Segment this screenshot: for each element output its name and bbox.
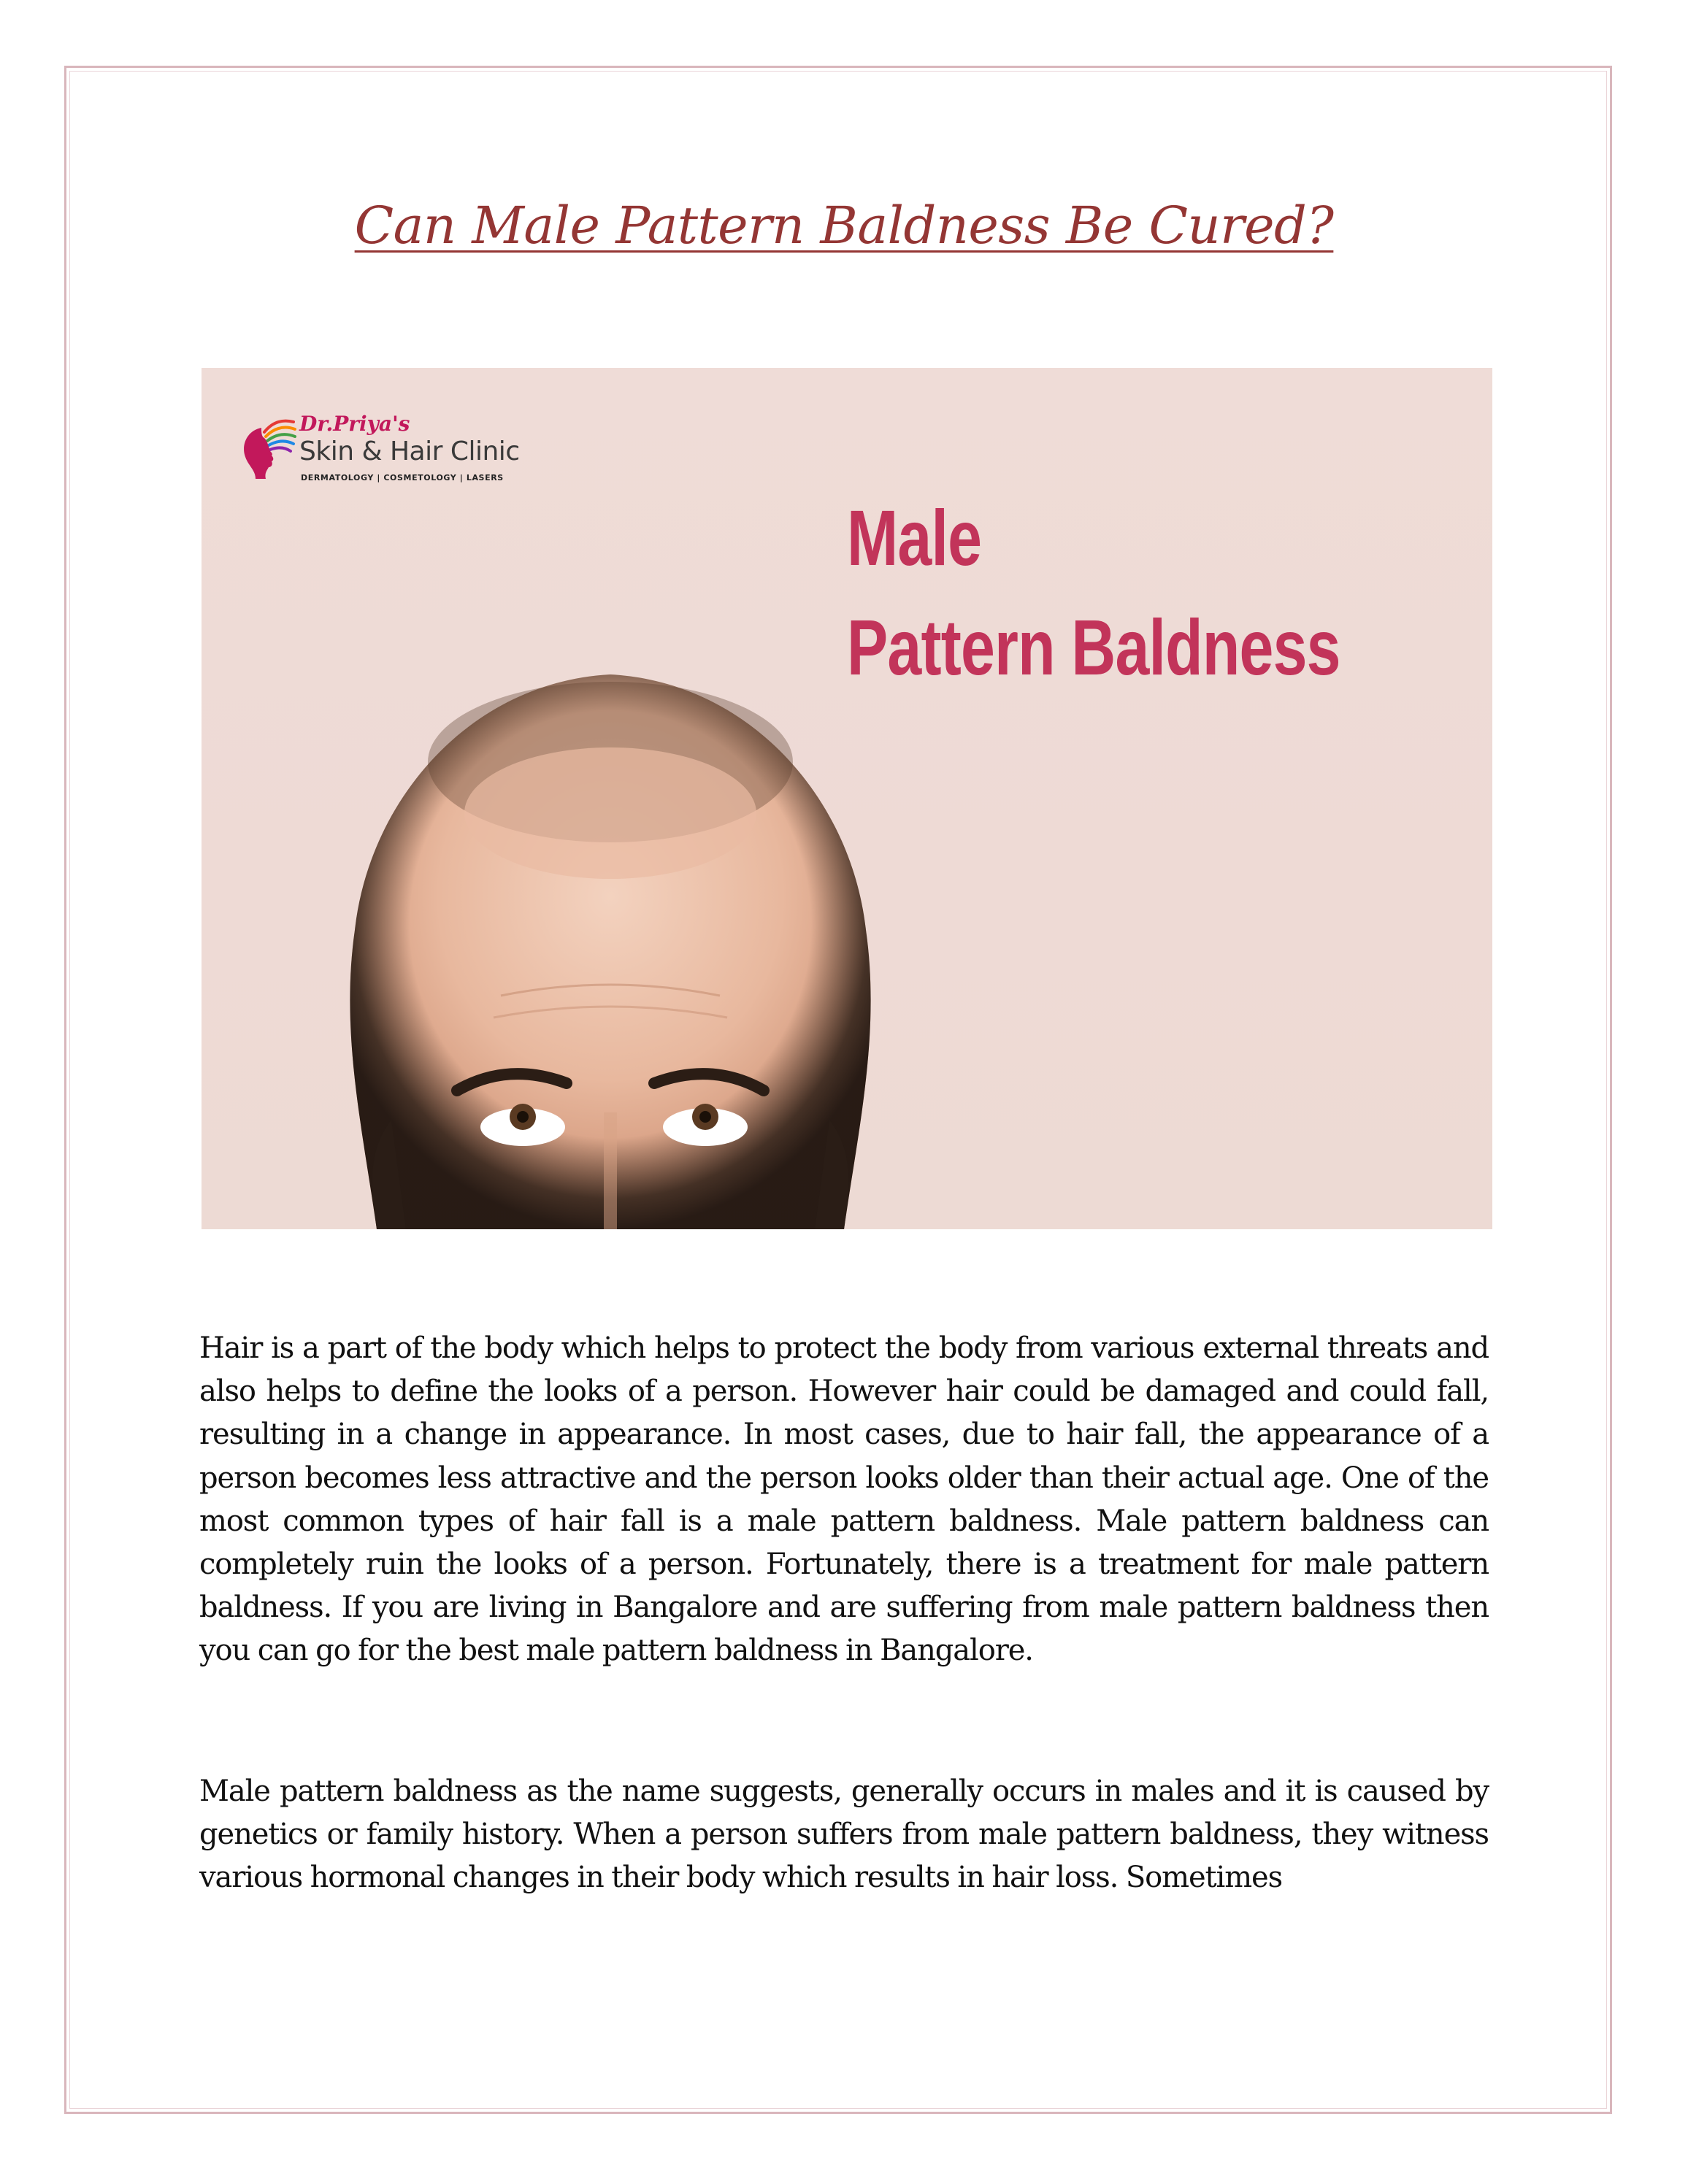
logo-tagline: DERMATOLOGY | COSMETOLOGY | LASERS bbox=[301, 473, 504, 482]
banner-heading bbox=[847, 483, 1340, 702]
banner-image bbox=[202, 368, 1492, 1229]
article-body bbox=[199, 1327, 1489, 1899]
clinic-logo bbox=[239, 410, 546, 491]
article-paragraph-2: Male pattern baldness as the name suggests, generally occurs in males and it is caused by genetics or family history. When a person suffers from male pattern baldness, they witness various hormonal changes in their body which results in hair loss. Sometimes bbox=[199, 1774, 1489, 1895]
banner-heading-line1: Male bbox=[847, 493, 982, 582]
face-profile-logo-icon bbox=[239, 412, 298, 485]
article-paragraph-1: Hair is a part of the body which helps to protect the body from various external threats and also helps to define the looks of a person. However hair could be damaged and could fall, resulting in a change in appearance. In most cases, due to hair fall, the appearance of a person becomes less attractive and the person looks older than their actual age. One of the most common types of hair fall is a male pattern baldness. Male pattern baldness can completely ruin the looks of a person. Fortunately, there is a treatment for male pattern baldness. If you are living in Bangalore and are suffering from male pattern baldness then you can go for the best male pattern baldness in Bangalore. bbox=[199, 1331, 1489, 1668]
document-title: Can Male Pattern Baldness Be Cured? bbox=[354, 196, 1334, 255]
logo-name: Dr.Priya's bbox=[299, 412, 410, 436]
bald-man-photo bbox=[311, 653, 910, 1229]
logo-clinic-name: Skin & Hair Clinic bbox=[299, 437, 520, 466]
banner-heading-line2: Pattern Baldness bbox=[847, 603, 1340, 691]
